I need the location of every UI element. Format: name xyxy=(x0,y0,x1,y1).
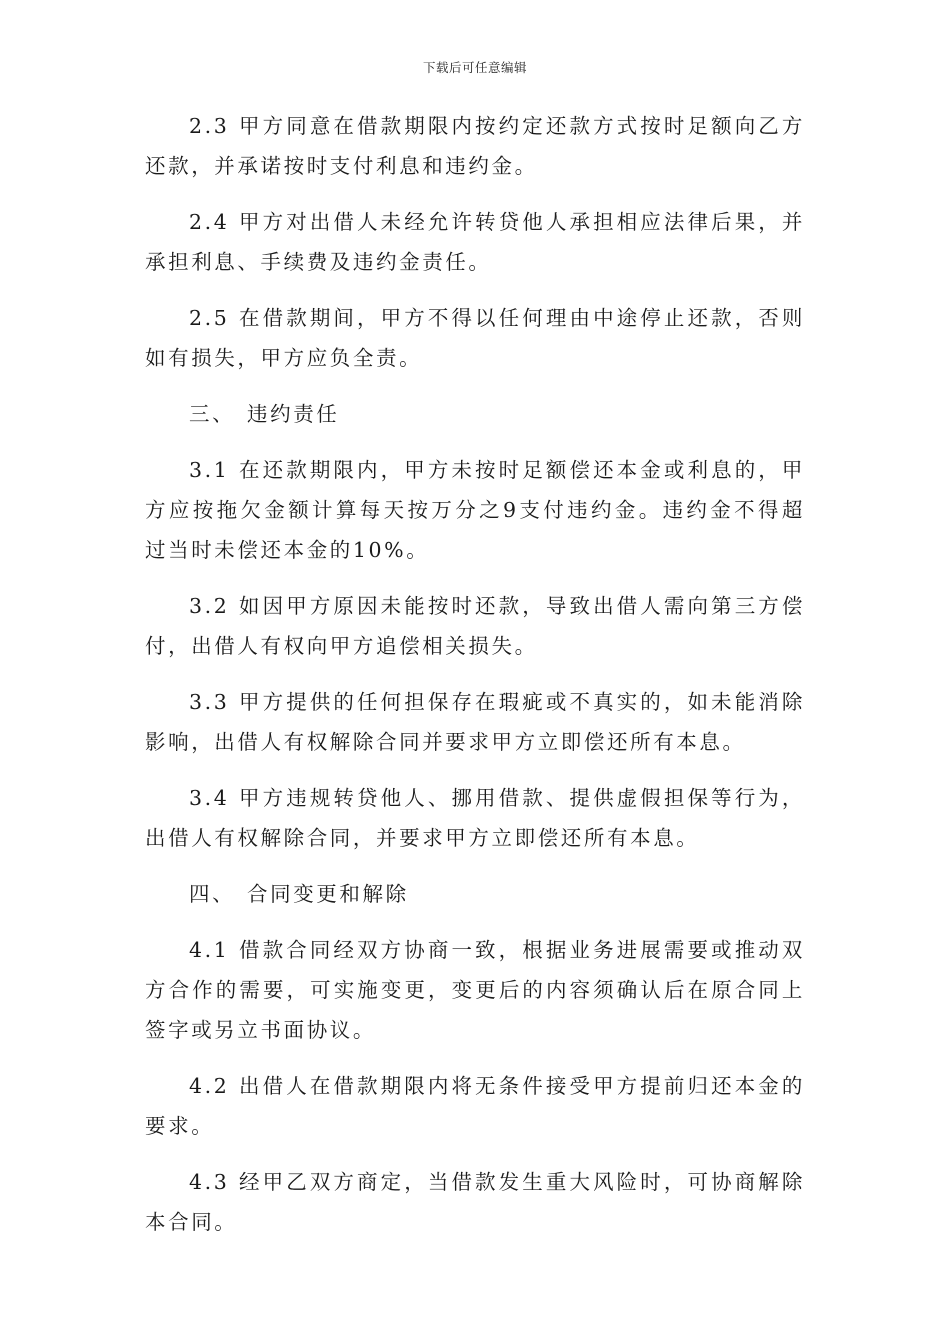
clause-4-2: 4.2 出借人在借款期限内将无条件接受甲方提前归还本金的要求。 xyxy=(145,1074,805,1138)
section-number: 四、 xyxy=(189,882,236,906)
clause-3-2: 3.2 如因甲方原因未能按时还款，导致出借人需向第三方偿付，出借人有权向甲方追偿相关损失。 xyxy=(145,594,805,658)
clause-4-1: 4.1 借款合同经双方协商一致，根据业务进展需要或推动双方合作的需要，可实施变更，变更后的内容须确认后在原合同上签字或另立书面协议。 xyxy=(145,938,805,1042)
section-number: 三、 xyxy=(189,402,236,426)
clause-4-3: 4.3 经甲乙双方商定，当借款发生重大风险时，可协商解除本合同。 xyxy=(145,1170,805,1234)
clause-3-1: 3.1 在还款期限内，甲方未按时足额偿还本金或利息的，甲方应按拖欠金额计算每天按万分之9支付违约金。违约金不得超过当时未偿还本金的10%。 xyxy=(145,458,805,562)
section-heading-3 xyxy=(145,394,805,434)
clause-2-3: 2.3 甲方同意在借款期限内按约定还款方式按时足额向乙方还款，并承诺按时支付利息和违约金。 xyxy=(145,114,805,178)
clause-2-5: 2.5 在借款期间，甲方不得以任何理由中途停止还款，否则如有损失，甲方应负全责。 xyxy=(145,306,805,370)
clause-3-4: 3.4 甲方违规转贷他人、挪用借款、提供虚假担保等行为，出借人有权解除合同，并要求甲方立即偿还所有本息。 xyxy=(145,786,805,850)
clause-2-4: 2.4 甲方对出借人未经允许转贷他人承担相应法律后果，并承担利息、手续费及违约金责任。 xyxy=(145,210,805,274)
document-body xyxy=(145,106,805,1258)
section-title: 合同变更和解除 xyxy=(247,882,409,906)
section-title: 违约责任 xyxy=(247,402,340,426)
clause-3-3: 3.3 甲方提供的任何担保存在瑕疵或不真实的，如未能消除影响，出借人有权解除合同并要求甲方立即偿还所有本息。 xyxy=(145,690,805,754)
page-header: 下载后可任意编辑 xyxy=(422,60,527,75)
section-heading-4 xyxy=(145,874,805,914)
